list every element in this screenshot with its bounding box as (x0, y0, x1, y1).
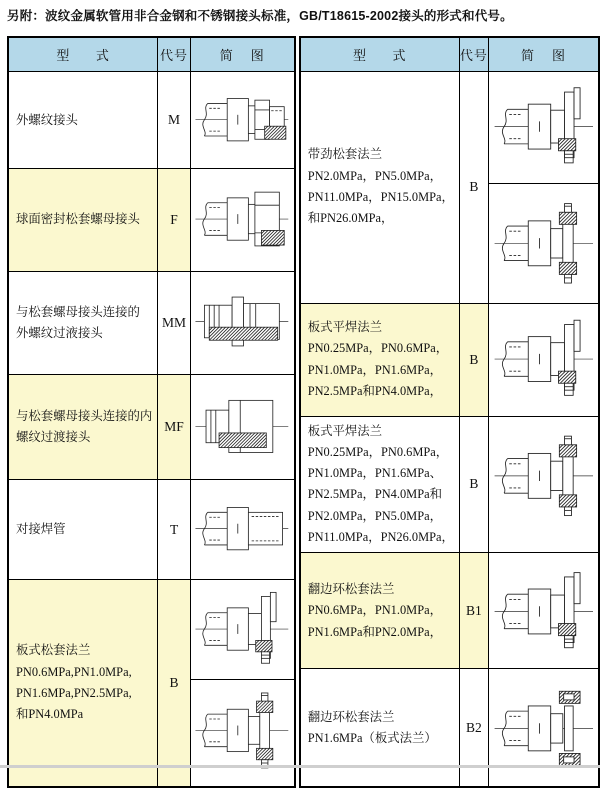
type-line: PN11.0MPa，PN15.0MPa， (307, 190, 454, 204)
type-line: 板式平焊法兰 (307, 423, 383, 438)
type-line: 和PN4.0MPa (16, 707, 84, 722)
type-line: PN1.6MPa和PN2.0MPa， (307, 624, 442, 639)
column-header-diagram: 简 图 (488, 37, 599, 71)
type-line: 与松套螺母接头连接的 (16, 304, 140, 319)
butt-weld-diagram (193, 484, 291, 573)
code-cell: M (158, 72, 191, 169)
type-cell (300, 303, 460, 416)
code-cell: B (459, 71, 488, 303)
type-line: 外螺纹过液接头 (16, 325, 103, 340)
diagram (489, 183, 598, 303)
table-row (300, 303, 599, 416)
table-row (300, 416, 599, 553)
table-row (8, 169, 295, 271)
diagram-cell (190, 480, 294, 579)
type-line: 翻边环松套法兰 (307, 709, 395, 724)
diagram-cell (190, 579, 294, 787)
table-row (300, 71, 599, 303)
type-cell (8, 480, 158, 579)
type-line: PN2.0MPa，PN5.0MPa， (307, 168, 442, 183)
type-line: PN2.5MPa和PN4.0MPa， (307, 383, 442, 398)
column-header-type: 型 式 (8, 37, 158, 72)
male-female-diagram (193, 379, 291, 474)
diagram (489, 417, 598, 535)
type-cell (300, 71, 460, 303)
type-line: 外螺纹接头 (16, 112, 78, 127)
diagram-cell (488, 553, 599, 669)
code-cell: B (459, 416, 488, 553)
table-row (8, 375, 295, 480)
type-line: PN2.0MPa，PN5.0MPa， (307, 508, 442, 523)
code-cell: MM (158, 271, 191, 374)
column-header-type: 型 式 (300, 37, 460, 71)
type-cell (8, 579, 158, 787)
flange-backing-diagram (193, 683, 291, 778)
type-line: PN11.0MPa，PN26.0MPa， (307, 530, 454, 545)
diagram (191, 272, 294, 372)
diagram (489, 72, 598, 183)
type-line: 和PN26.0MPa， (307, 211, 394, 226)
type-line: 与松套螺母接头连接的内 (16, 408, 153, 423)
diagram (489, 553, 598, 668)
type-line: 球面密封松套螺母接头 (16, 212, 140, 227)
type-line: 板式平焊法兰 (307, 319, 383, 334)
type-line: PN1.0MPa，PN1.6MPa， (307, 362, 442, 377)
flange-backing-diagram (492, 421, 596, 531)
diagram (191, 480, 294, 576)
type-line: PN0.25MPa，PN0.6MPa， (307, 341, 449, 356)
code-cell: B2 (459, 669, 488, 788)
type-line: 板式松套法兰 (16, 643, 91, 658)
flange-plate-diagram (492, 558, 596, 665)
diagram (191, 169, 294, 268)
type-line: PN1.6MPa,PN2.5MPa, (16, 686, 132, 701)
diagram-cell (488, 416, 599, 553)
male-thread-diagram (193, 76, 291, 163)
type-line: PN0.6MPa,PN1.0MPa, (16, 664, 132, 679)
type-line: 翻边环松套法兰 (307, 581, 395, 596)
diagram (191, 375, 294, 477)
diagram-cell (190, 169, 294, 271)
type-cell (300, 553, 460, 669)
table-row (300, 553, 599, 669)
diagram-cell (190, 271, 294, 374)
type-line: PN0.25MPa，PN0.6MPa， (307, 444, 449, 459)
table-row (8, 72, 295, 169)
column-header-code: 代号 (158, 37, 191, 72)
type-line: 带劲松套法兰 (307, 147, 383, 162)
flange-plate-diagram (492, 307, 596, 411)
code-cell: B (459, 303, 488, 416)
type-cell (8, 375, 158, 480)
table-row (8, 579, 295, 787)
diagram-cell (488, 303, 599, 416)
diagram-cell (488, 669, 599, 788)
code-cell: MF (158, 375, 191, 480)
type-cell (8, 72, 158, 169)
table-row (8, 480, 295, 579)
diagram (489, 304, 598, 416)
type-cell (300, 416, 460, 553)
page-title: 另附：波纹金属软管用非合金钢和不锈钢接头标准，GB/T18615-2002接头的形式和代号。 (7, 9, 513, 23)
code-cell: T (158, 480, 191, 579)
type-cell (300, 669, 460, 788)
type-line: PN1.6MPa（板式法兰） (307, 730, 437, 745)
diagram (191, 72, 294, 166)
code-cell: F (158, 169, 191, 271)
double-male-diagram (193, 275, 291, 368)
table-row (8, 271, 295, 374)
diagram-cell (190, 72, 294, 169)
type-line: PN2.5MPa，PN4.0MPa和 (307, 487, 442, 502)
column-header-diagram: 简 图 (190, 37, 294, 72)
diagram-cell (488, 71, 599, 303)
diagram-cell (190, 375, 294, 480)
fittings-table-right (299, 36, 600, 788)
code-cell: B1 (459, 553, 488, 669)
type-line: PN0.6MPa，PN1.0MPa， (307, 603, 442, 618)
type-cell (8, 169, 158, 271)
standards-table (7, 36, 600, 788)
code-cell: B (158, 579, 191, 787)
column-header-code: 代号 (459, 37, 488, 71)
flange-backing-diagram (492, 188, 596, 299)
type-line: 对接焊管 (16, 521, 66, 536)
type-cell (8, 271, 158, 374)
diagram (191, 580, 294, 679)
diagram (489, 669, 598, 786)
type-line: PN1.0MPa，PN1.6MPa、 (307, 466, 442, 481)
table-row (300, 669, 599, 788)
type-line: 螺纹过渡接头 (16, 430, 91, 445)
flange-plate-diagram (492, 75, 596, 178)
union-nut-diagram (193, 173, 291, 265)
flange-plate-diagram (193, 583, 291, 675)
fittings-table-left (7, 36, 296, 788)
